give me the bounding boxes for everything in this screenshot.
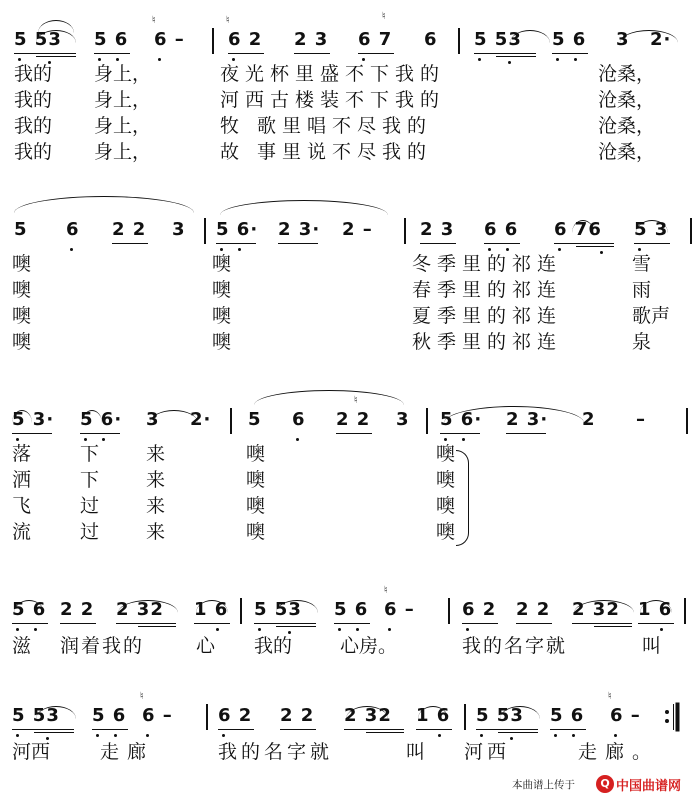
- lyrics-verse-3: [10, 114, 700, 138]
- lyric: 滋: [12, 635, 32, 657]
- note-group: 2 2: [112, 219, 147, 240]
- underline: [92, 729, 128, 730]
- low-dot: [558, 248, 561, 251]
- low-dot: [506, 248, 509, 251]
- lyric: 噢: [12, 253, 32, 275]
- slur: [254, 390, 404, 405]
- bar-line: [690, 218, 692, 244]
- site-logo[interactable]: [596, 772, 682, 796]
- lyric: 夜光杯里盛不下我的: [220, 63, 446, 85]
- bar-line: [686, 408, 688, 434]
- note-group: 2 3: [420, 219, 455, 240]
- score-system-3: [0, 380, 700, 550]
- lyric: 身上，: [94, 63, 152, 85]
- low-dot: [258, 628, 261, 631]
- lyric: 沧桑，: [598, 63, 656, 85]
- note-group: 6 2: [228, 29, 263, 50]
- low-dot: [574, 58, 577, 61]
- note-group: 2 3·: [278, 219, 321, 240]
- note-group: 5 6·: [80, 409, 123, 430]
- lyric: 噢: [246, 521, 266, 543]
- lyric: 噢: [246, 495, 266, 517]
- underline: [12, 433, 52, 434]
- underline: [366, 732, 404, 733]
- note-group: 6 7: [358, 29, 393, 50]
- lyric: 我的: [254, 635, 293, 657]
- final-bar-line: [673, 704, 674, 730]
- bar-line: [448, 598, 450, 624]
- natural-sign-icon: ♮: [354, 395, 358, 406]
- note-group: 2 3: [294, 29, 329, 50]
- underline: [358, 53, 394, 54]
- underline: [440, 433, 480, 434]
- note-group: 2 32: [572, 599, 620, 620]
- lyric: 河西: [12, 741, 51, 763]
- note-group: 2 –: [342, 219, 373, 240]
- underline: [116, 623, 176, 624]
- note-group: 6 6: [484, 219, 519, 240]
- underline: [12, 729, 74, 730]
- lyrics-line: [10, 634, 700, 658]
- underline: [94, 53, 130, 54]
- bar-line: [404, 218, 406, 244]
- low-dot: [158, 58, 161, 61]
- underline: [80, 433, 120, 434]
- note-group: 5 3: [634, 219, 669, 240]
- underline: [218, 729, 254, 730]
- note-group: 5 53: [14, 29, 62, 50]
- natural-sign-icon: ♮: [382, 11, 386, 22]
- underline: [550, 729, 586, 730]
- note-group: 5: [14, 219, 28, 240]
- underline: [60, 623, 96, 624]
- note-group: 3: [616, 29, 630, 50]
- lyrics-verse-2: [10, 468, 700, 492]
- lyric: 我的: [14, 115, 53, 137]
- underline: [634, 243, 670, 244]
- low-dot: [556, 58, 559, 61]
- notes-row-3: [0, 395, 700, 434]
- underline: [572, 623, 632, 624]
- note-group: 5 6: [92, 705, 127, 726]
- lyric: 秋季里的祁连: [412, 331, 563, 353]
- low-dot: [480, 734, 483, 737]
- site-logo-text: 中国曲谱网: [616, 778, 682, 794]
- low-dot: [16, 628, 19, 631]
- underline: [334, 623, 370, 624]
- underline: [278, 243, 318, 244]
- lyric: 雨: [632, 279, 652, 301]
- note-group: 3: [146, 409, 160, 430]
- low-dot: [220, 248, 223, 251]
- underline: [420, 243, 456, 244]
- lyric: 噢: [436, 469, 456, 491]
- underline: [498, 732, 538, 733]
- lyrics-verse-4: [10, 140, 700, 164]
- notes-row-5: [0, 691, 700, 730]
- lyric: 歌声: [632, 305, 671, 327]
- lyric: 走廊: [100, 741, 155, 763]
- lyrics-line: [10, 740, 700, 764]
- note-group: 2 32: [344, 705, 392, 726]
- note-group: 5 3·: [12, 409, 55, 430]
- lyrics-verse-1: [10, 252, 700, 276]
- bar-line: [464, 704, 466, 730]
- low-dot: [96, 734, 99, 737]
- upload-text: 本曲谱上传于: [512, 779, 575, 791]
- lyric: 润着我的: [60, 635, 145, 657]
- lyric: 冬季里的祁连: [412, 253, 563, 275]
- slur: [14, 196, 194, 213]
- upload-credit: [512, 772, 700, 798]
- low-dot: [614, 734, 617, 737]
- lyric: 心: [196, 635, 216, 657]
- score-system-2: [0, 190, 700, 360]
- score-system-4: [0, 570, 700, 657]
- bar-line: [212, 28, 214, 54]
- underline: [112, 243, 148, 244]
- note-group: 6: [66, 219, 80, 240]
- lyrics-verse-1: [10, 442, 700, 466]
- underline: [474, 53, 536, 54]
- low-dot: [466, 628, 469, 631]
- notes-row-1: [0, 11, 700, 54]
- note-group: 2 3·: [506, 409, 549, 430]
- lyric: 噢: [212, 331, 232, 353]
- lyrics-verse-1: [10, 62, 700, 86]
- low-dot: [478, 58, 481, 61]
- lyric: 我的: [14, 63, 53, 85]
- underline: [416, 729, 452, 730]
- low-dot: [16, 734, 19, 737]
- note-group: 6 2: [218, 705, 253, 726]
- low-dot: [660, 628, 663, 631]
- lyric: 下: [80, 469, 100, 491]
- underline: [462, 623, 498, 624]
- bar-line: [684, 598, 686, 624]
- lyric: 飞: [12, 495, 32, 517]
- underline: [552, 53, 588, 54]
- lyric: 我的: [14, 141, 53, 163]
- lyric: 夏季里的祁连: [412, 305, 563, 327]
- note-group: 1 6: [194, 599, 229, 620]
- bar-line: [206, 704, 208, 730]
- lyric: 过: [80, 495, 100, 517]
- lyric: 洒: [12, 469, 32, 491]
- low-dot: [338, 628, 341, 631]
- lyric: 沧桑，: [598, 89, 656, 111]
- underline: [638, 623, 674, 624]
- note-group: 1 6: [416, 705, 451, 726]
- note-group: 3: [172, 219, 186, 240]
- lyric: 心房。: [340, 635, 398, 657]
- lyric: 噢: [12, 279, 32, 301]
- note-group: 5 53: [476, 705, 524, 726]
- underline: [36, 56, 76, 57]
- low-dot: [362, 58, 365, 61]
- bar-line: [240, 598, 242, 624]
- underline: [484, 243, 520, 244]
- verse-brace: [456, 450, 469, 546]
- note-group: 1 6: [638, 599, 673, 620]
- low-dot: [296, 438, 299, 441]
- underline: [14, 53, 76, 54]
- lyric: 流: [12, 521, 32, 543]
- low-dot: [356, 628, 359, 631]
- note-group: 2 2: [516, 599, 551, 620]
- lyric: 河西: [464, 741, 511, 763]
- low-dot: [232, 58, 235, 61]
- lyrics-verse-3: [10, 494, 700, 518]
- underline: [138, 626, 176, 627]
- lyric: 我的名字就: [218, 741, 334, 763]
- underline: [254, 623, 316, 624]
- lyric: 噢: [12, 331, 32, 353]
- underline: [506, 433, 546, 434]
- note-group: 2·: [190, 409, 212, 430]
- low-dot: [488, 248, 491, 251]
- note-group: 5 6·: [216, 219, 259, 240]
- underline: [280, 729, 316, 730]
- note-group: 6 –: [142, 705, 173, 726]
- score-system-1: [0, 0, 700, 170]
- underline: [34, 732, 74, 733]
- notes-row-4: [0, 585, 700, 624]
- lyric: 泉: [632, 331, 652, 353]
- low-dot: [388, 628, 391, 631]
- lyric: 我的名字就: [462, 635, 568, 657]
- note-group: 5 6: [552, 29, 587, 50]
- note-group: 6 2: [462, 599, 497, 620]
- lyric: 噢: [436, 495, 456, 517]
- low-dot: [216, 628, 219, 631]
- slur: [38, 20, 74, 33]
- lyric: 噢: [246, 443, 266, 465]
- low-dot: [102, 438, 105, 441]
- lyric: 噢: [436, 443, 456, 465]
- lyrics-verse-4: [10, 330, 700, 354]
- bar-line: [426, 408, 428, 434]
- lyric: 落: [12, 443, 32, 465]
- lyric: 噢: [212, 305, 232, 327]
- underline: [344, 729, 404, 730]
- lyric: 来: [146, 443, 166, 465]
- lyrics-verse-4: [10, 520, 700, 544]
- low-dot: [222, 734, 225, 737]
- lyric: 叫: [642, 635, 662, 657]
- note-group: 2 32: [116, 599, 164, 620]
- low-dot: [438, 734, 441, 737]
- lyric: 沧桑，: [598, 115, 656, 137]
- lyric: 噢: [436, 521, 456, 543]
- note-group: 6 76: [554, 219, 602, 240]
- note-group: 5 53: [474, 29, 522, 50]
- note-group: 3: [396, 409, 410, 430]
- bar-line: [458, 28, 460, 54]
- underline: [12, 623, 48, 624]
- underline: [216, 243, 256, 244]
- lyric: 噢: [212, 279, 232, 301]
- underline: [554, 243, 614, 244]
- note-group: 5 6·: [440, 409, 483, 430]
- lyric: 春季里的祁连: [412, 279, 563, 301]
- low-dot: [572, 734, 575, 737]
- note-group: 6 –: [154, 29, 185, 50]
- lyrics-verse-3: [10, 304, 700, 328]
- lyric: 身上，: [94, 115, 152, 137]
- lyrics-verse-2: [10, 88, 700, 112]
- note-group: 5: [248, 409, 262, 430]
- lyric: 来: [146, 469, 166, 491]
- slur: [220, 200, 388, 215]
- underline: [476, 729, 538, 730]
- lyric: 身上，: [94, 141, 152, 163]
- underline: [194, 623, 230, 624]
- low-dot: [146, 734, 149, 737]
- low-dot: [18, 58, 21, 61]
- lyric: 故 事里说不尽我的: [220, 141, 433, 163]
- underline: [576, 246, 614, 247]
- lyric: 走廊。: [578, 741, 660, 763]
- note-group: 5 6: [334, 599, 369, 620]
- lyric: 下: [80, 443, 100, 465]
- low-dot: [554, 734, 557, 737]
- lyric: 噢: [212, 253, 232, 275]
- note-group: 2: [582, 409, 596, 430]
- lyric: 过: [80, 521, 100, 543]
- lyric: 噢: [12, 305, 32, 327]
- lyric: 我的: [14, 89, 53, 111]
- underline: [336, 433, 372, 434]
- note-group: 2 2: [60, 599, 95, 620]
- low-dot: [98, 58, 101, 61]
- low-dot: [116, 58, 119, 61]
- underline: [516, 623, 552, 624]
- lyric: 来: [146, 521, 166, 543]
- low-dot: [238, 248, 241, 251]
- lyrics-verse-2: [10, 278, 700, 302]
- low-dot: [638, 248, 641, 251]
- lyric: 噢: [246, 469, 266, 491]
- note-group: 5 53: [12, 705, 60, 726]
- low-dot: [114, 734, 117, 737]
- lyric: 身上，: [94, 89, 152, 111]
- note-group: 6 –: [384, 599, 415, 620]
- note-group: 2 2: [280, 705, 315, 726]
- lyric: 河西古楼装不下我的: [220, 89, 446, 111]
- natural-sign-icon: ♮: [608, 691, 612, 702]
- lyric: 牧 歌里唱不尽我的: [220, 115, 433, 137]
- lyric: 叫: [406, 741, 426, 763]
- natural-sign-icon: ♮: [152, 15, 156, 26]
- natural-sign-icon: ♮: [226, 15, 230, 26]
- lyric: 来: [146, 495, 166, 517]
- natural-sign-icon: ♮: [140, 691, 144, 702]
- note-group: 2·: [650, 29, 672, 50]
- underline: [496, 56, 536, 57]
- low-dot: [16, 438, 19, 441]
- note-group: 5 53: [254, 599, 302, 620]
- note-group: 6 –: [610, 705, 641, 726]
- note-group: 5 6: [550, 705, 585, 726]
- note-group: 6: [424, 29, 438, 50]
- underline: [228, 53, 264, 54]
- low-dot: [462, 438, 465, 441]
- underline: [294, 53, 330, 54]
- note-group: 6: [292, 409, 306, 430]
- lyric: 雪: [632, 253, 652, 275]
- natural-sign-icon: ♮: [384, 585, 388, 596]
- low-dot: [34, 628, 37, 631]
- low-dot: [444, 438, 447, 441]
- underline: [594, 626, 632, 627]
- note-group: 5 6: [12, 599, 47, 620]
- notes-row-2: [0, 216, 700, 244]
- bar-line: [204, 218, 206, 244]
- underline: [276, 626, 316, 627]
- note-group: –: [636, 409, 646, 430]
- low-dot: [70, 248, 73, 251]
- note-group: 2 2: [336, 409, 371, 430]
- note-group: 5 6: [94, 29, 129, 50]
- lyric: 沧桑，: [598, 141, 656, 163]
- low-dot: [84, 438, 87, 441]
- site-logo-icon: Q: [596, 775, 614, 793]
- repeat-dots: [665, 709, 669, 725]
- score-system-5: [0, 676, 700, 763]
- bar-line: [230, 408, 232, 434]
